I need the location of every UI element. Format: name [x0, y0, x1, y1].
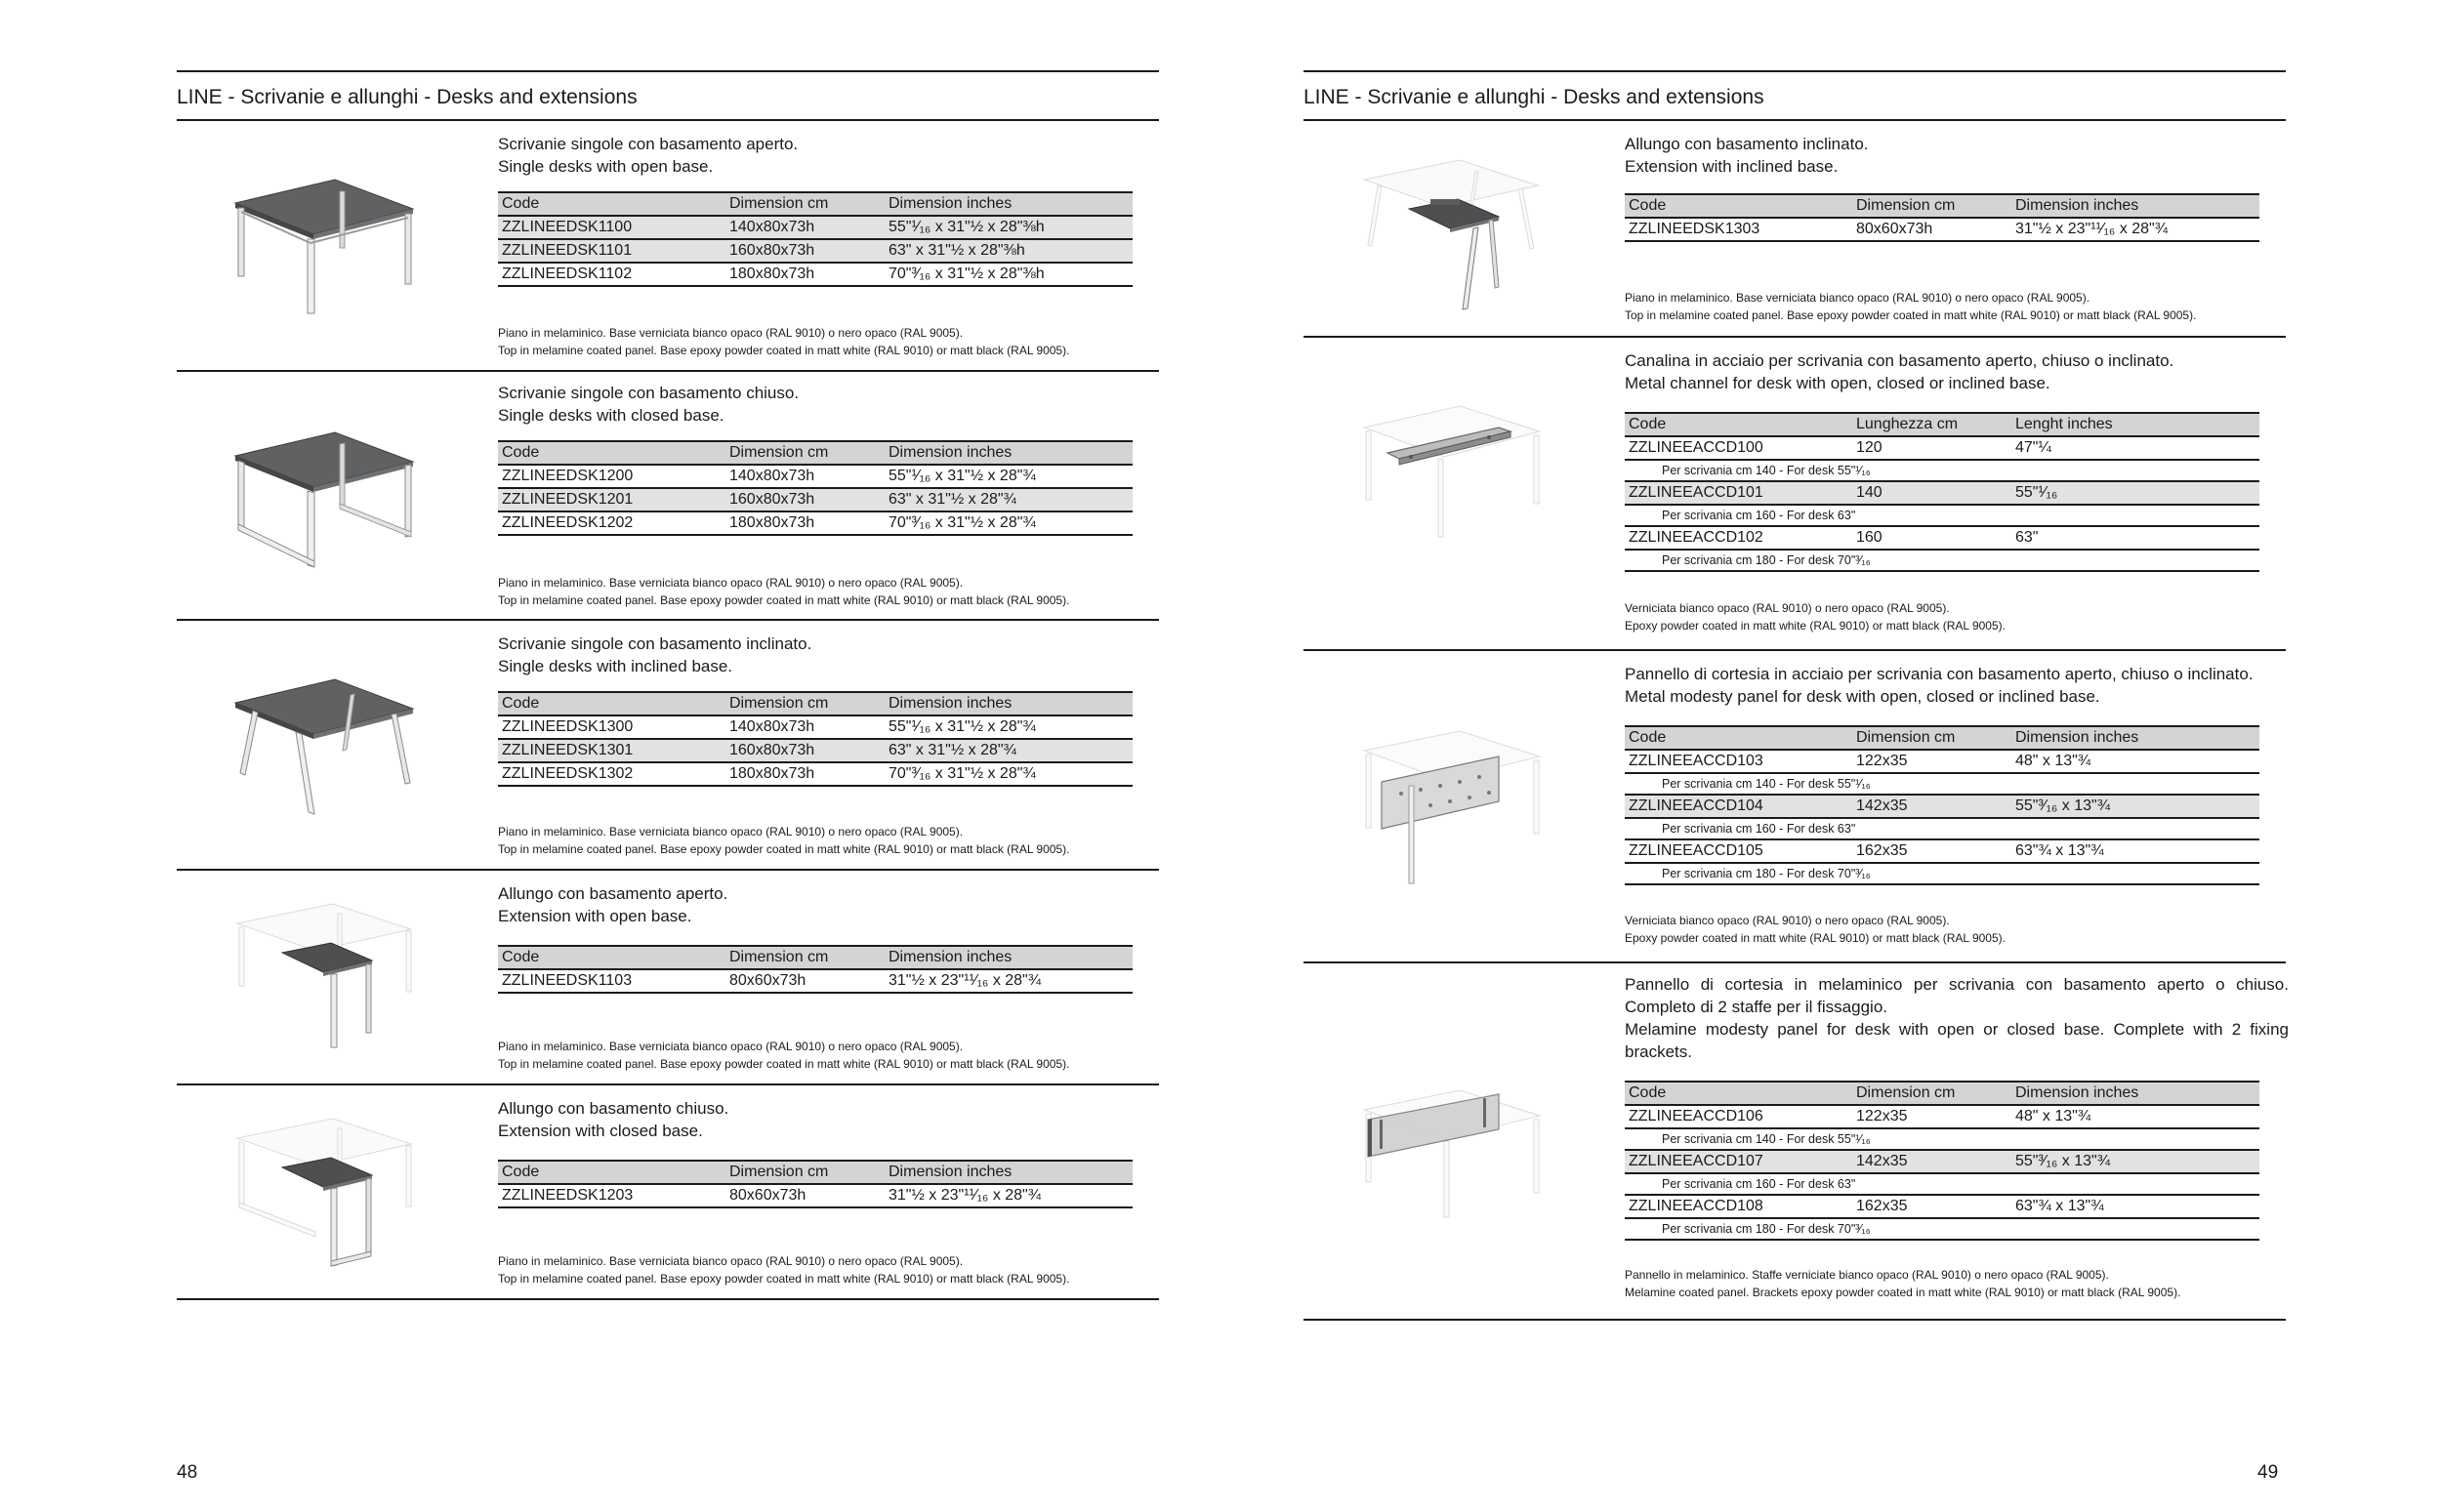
table-header-row	[1625, 1082, 2259, 1105]
column-header: Code	[498, 946, 725, 969]
extension-inclined-base-illustration	[1352, 150, 1548, 326]
dimension-cm: 140x80x73h	[725, 216, 885, 239]
table-row	[1625, 1105, 2259, 1128]
length-inches: 63"	[2011, 526, 2259, 550]
product-code: ZZLINEEDSK1300	[498, 715, 725, 739]
dimension-inches: 70"³⁄₁₆ x 31"½ x 28"⅜h	[885, 263, 1133, 286]
finish-notes	[1625, 912, 2308, 947]
dimension-inches: 70"³⁄₁₆ x 31"½ x 28"¾	[885, 511, 1133, 535]
finish-en: Top in melamine coated panel. Base epoxy powder coated in matt white (RAL 9010) or matt black (RAL 9005).	[1625, 308, 2197, 322]
section-content	[1625, 663, 2298, 885]
dimension-inches: 63" x 31"½ x 28"⅜h	[885, 239, 1133, 263]
description-it: Canalina in acciaio per scrivania con basamento aperto, chiuso o inclinato.	[1625, 351, 2174, 370]
product-section-inclined-desk	[177, 621, 1159, 871]
dimension-cm: 140x80x73h	[725, 715, 885, 739]
column-header: Dimension cm	[725, 441, 885, 465]
table-row	[1625, 750, 2259, 773]
description-en: Metal channel for desk with open, closed or inclined base.	[1625, 374, 2050, 392]
table-row	[498, 465, 1133, 488]
extension-closed-base-illustration	[226, 1109, 421, 1285]
table-row	[498, 969, 1133, 993]
description-en: Extension with open base.	[498, 907, 692, 925]
section-content	[498, 382, 1172, 536]
table-row	[1625, 526, 2259, 550]
description-it: Allungo con basamento aperto.	[498, 884, 728, 903]
finish-it: Piano in melaminico. Base verniciata bianco opaco (RAL 9010) o nero opaco (RAL 9005).	[498, 825, 964, 838]
table-row	[498, 511, 1133, 535]
length-inches: 55"¹⁄₁₆	[2011, 481, 2259, 505]
table-note-row	[1625, 863, 2259, 884]
desk-size-note: Per scrivania cm 160 - For desk 63"	[1625, 1173, 2259, 1195]
finish-it: Verniciata bianco opaco (RAL 9010) o nero opaco (RAL 9005).	[1625, 914, 1950, 927]
page-number: 48	[177, 1462, 198, 1483]
table-note-row	[1625, 505, 2259, 526]
column-header: Dimension cm	[725, 1161, 885, 1184]
product-table	[1625, 1081, 2259, 1241]
dimension-cm: 80x60x73h	[725, 1184, 885, 1207]
table-note-row	[1625, 818, 2259, 839]
product-code: ZZLINEEACCD105	[1625, 839, 1852, 863]
product-code: ZZLINEEDSK1203	[498, 1184, 725, 1207]
finish-notes	[498, 324, 1181, 359]
table-row	[498, 488, 1133, 511]
product-code: ZZLINEEACCD102	[1625, 526, 1852, 550]
finish-en: Top in melamine coated panel. Base epoxy powder coated in matt white (RAL 9010) or matt black (RAL 9005).	[498, 1057, 1070, 1071]
desk-size-note: Per scrivania cm 140 - For desk 55"¹⁄₁₆	[1625, 1128, 2259, 1150]
product-code: ZZLINEEACCD103	[1625, 750, 1852, 773]
finish-it: Piano in melaminico. Base verniciata bianco opaco (RAL 9010) o nero opaco (RAL 9005).	[498, 1040, 964, 1053]
desk-size-note: Per scrivania cm 180 - For desk 70"³⁄₁₆	[1625, 550, 2259, 571]
column-header: Dimension cm	[725, 946, 885, 969]
product-table	[1625, 193, 2259, 242]
product-section-extension-inclined	[1303, 121, 2286, 338]
finish-en: Top in melamine coated panel. Base epoxy powder coated in matt white (RAL 9010) or matt black (RAL 9005).	[498, 1272, 1070, 1286]
extension-open-base-illustration	[226, 894, 421, 1070]
product-code: ZZLINEEACCD106	[1625, 1105, 1852, 1128]
description-it: Pannello di cortesia in melaminico per scrivania con basamento aperto o chiuso. Completo di 2 staffe per il fissaggio.	[1625, 975, 2289, 1016]
metal-channel-illustration	[1352, 388, 1548, 564]
table-row	[1625, 795, 2259, 818]
column-header: Dimension inches	[885, 441, 1133, 465]
product-code: ZZLINEEACCD101	[1625, 481, 1852, 505]
finish-notes	[1625, 599, 2308, 634]
product-code: ZZLINEEDSK1103	[498, 969, 725, 993]
dimension-cm: 180x80x73h	[725, 762, 885, 786]
product-section-melamine-modesty-panel	[1303, 963, 2289, 1321]
table-note-row	[1625, 773, 2259, 795]
table-row	[1625, 436, 2259, 460]
finish-notes	[1625, 289, 2308, 324]
catalog-page-right	[1220, 0, 2441, 1512]
dimension-cm: 160x80x73h	[725, 239, 885, 263]
product-code: ZZLINEEDSK1202	[498, 511, 725, 535]
length-cm: 140	[1852, 481, 2011, 505]
finish-it: Piano in melaminico. Base verniciata bianco opaco (RAL 9010) o nero opaco (RAL 9005).	[498, 326, 964, 340]
product-section-extension-closed	[177, 1085, 1159, 1300]
product-table	[1625, 412, 2259, 572]
desk-inclined-base-illustration	[226, 660, 421, 836]
column-header: Code	[498, 441, 725, 465]
product-code: ZZLINEEDSK1102	[498, 263, 725, 286]
dimension-inches: 55"¹⁄₁₆ x 31"½ x 28"¾	[885, 715, 1133, 739]
finish-it: Piano in melaminico. Base verniciata bianco opaco (RAL 9010) o nero opaco (RAL 9005).	[498, 576, 964, 590]
column-header: Code	[1625, 413, 1852, 436]
finish-en: Top in melamine coated panel. Base epoxy powder coated in matt white (RAL 9010) or matt black (RAL 9005).	[498, 842, 1070, 856]
product-code: ZZLINEEACCD108	[1625, 1195, 1852, 1218]
finish-notes	[498, 823, 1181, 858]
description-it: Scrivanie singole con basamento aperto.	[498, 135, 799, 153]
dimension-inches: 55"³⁄₁₆ x 13"¾	[2011, 795, 2259, 818]
table-header-row	[498, 1161, 1133, 1184]
product-code: ZZLINEEACCD104	[1625, 795, 1852, 818]
finish-en: Top in melamine coated panel. Base epoxy powder coated in matt white (RAL 9010) or matt black (RAL 9005).	[498, 344, 1070, 357]
product-code: ZZLINEEDSK1302	[498, 762, 725, 786]
dimension-inches: 63" x 31"½ x 28"¾	[885, 488, 1133, 511]
column-header: Dimension cm	[725, 192, 885, 216]
dimension-cm: 180x80x73h	[725, 263, 885, 286]
product-section-metal-modesty-panel	[1303, 651, 2286, 963]
table-row	[498, 216, 1133, 239]
table-header-row	[498, 946, 1133, 969]
description-it: Scrivanie singole con basamento chiuso.	[498, 384, 800, 402]
table-row	[498, 263, 1133, 286]
page-header: LINE - Scrivanie e allunghi - Desks and extensions	[177, 70, 1159, 121]
desk-closed-base-illustration	[226, 413, 421, 589]
column-header: Dimension inches	[2011, 194, 2259, 218]
desk-size-note: Per scrivania cm 140 - For desk 55"¹⁄₁₆	[1625, 460, 2259, 481]
product-code: ZZLINEEACCD100	[1625, 436, 1852, 460]
dimension-cm: 162x35	[1852, 1195, 2011, 1218]
product-code: ZZLINEEDSK1303	[1625, 218, 1852, 241]
dimension-cm: 142x35	[1852, 795, 2011, 818]
product-code: ZZLINEEDSK1200	[498, 465, 725, 488]
table-note-row	[1625, 1218, 2259, 1240]
dimension-inches: 63"¾ x 13"¾	[2011, 839, 2259, 863]
description-en: Extension with closed base.	[498, 1122, 703, 1140]
description-en: Melamine modesty panel for desk with open or closed base. Complete with 2 fixing brackets.	[1625, 1020, 2289, 1061]
table-note-row	[1625, 1173, 2259, 1195]
page-number: 49	[2257, 1462, 2279, 1483]
metal-modesty-panel-illustration	[1352, 721, 1548, 897]
column-header: Code	[498, 192, 725, 216]
table-row	[498, 739, 1133, 762]
section-content	[498, 633, 1172, 787]
product-table	[1625, 725, 2259, 885]
product-table	[498, 191, 1133, 287]
table-row	[1625, 481, 2259, 505]
finish-it: Piano in melaminico. Base verniciata bianco opaco (RAL 9010) o nero opaco (RAL 9005).	[1625, 291, 2090, 305]
column-header: Code	[1625, 1082, 1852, 1105]
description-it: Pannello di cortesia in acciaio per scrivania con basamento aperto, chiuso o inclinato.	[1625, 665, 2254, 683]
desk-size-note: Per scrivania cm 160 - For desk 63"	[1625, 818, 2259, 839]
finish-en: Epoxy powder coated in matt white (RAL 9010) or matt black (RAL 9005).	[1625, 931, 2006, 945]
dimension-cm: 122x35	[1852, 1105, 2011, 1128]
page-header: LINE - Scrivanie e allunghi - Desks and extensions	[1303, 70, 2286, 121]
desk-open-base-illustration	[226, 160, 421, 336]
dimension-cm: 142x35	[1852, 1150, 2011, 1173]
description-en: Single desks with open base.	[498, 157, 714, 176]
finish-it: Piano in melaminico. Base verniciata bianco opaco (RAL 9010) o nero opaco (RAL 9005).	[498, 1254, 964, 1268]
product-code: ZZLINEEDSK1101	[498, 239, 725, 263]
column-header: Dimension cm	[1852, 194, 2011, 218]
description-en: Single desks with closed base.	[498, 406, 724, 425]
section-content	[1625, 133, 2298, 242]
section-content	[1625, 973, 2289, 1241]
dimension-cm: 140x80x73h	[725, 465, 885, 488]
section-content	[1625, 349, 2298, 572]
column-header: Dimension cm	[725, 692, 885, 715]
column-header: Code	[1625, 194, 1852, 218]
length-inches: 47"¼	[2011, 436, 2259, 460]
table-note-row	[1625, 550, 2259, 571]
description-it: Scrivanie singole con basamento inclinato.	[498, 634, 812, 653]
dimension-cm: 80x60x73h	[725, 969, 885, 993]
melamine-modesty-panel-illustration	[1352, 1081, 1548, 1256]
product-section-metal-channel	[1303, 338, 2286, 651]
dimension-inches: 63" x 31"½ x 28"¾	[885, 739, 1133, 762]
product-table	[498, 440, 1133, 536]
column-header: Dimension cm	[1852, 726, 2011, 750]
table-header-row	[1625, 726, 2259, 750]
desk-size-note: Per scrivania cm 140 - For desk 55"¹⁄₁₆	[1625, 773, 2259, 795]
finish-en: Epoxy powder coated in matt white (RAL 9010) or matt black (RAL 9005).	[1625, 619, 2006, 633]
section-content	[498, 882, 1172, 994]
description-en: Extension with inclined base.	[1625, 157, 1839, 176]
table-header-row	[1625, 413, 2259, 436]
desk-size-note: Per scrivania cm 180 - For desk 70"³⁄₁₆	[1625, 1218, 2259, 1240]
finish-notes	[498, 1038, 1181, 1073]
table-row	[1625, 218, 2259, 241]
column-header: Dimension inches	[885, 192, 1133, 216]
catalog-page-left	[0, 0, 1220, 1512]
dimension-inches: 31"½ x 23"¹¹⁄₁₆ x 28"¾	[885, 1184, 1133, 1207]
table-header-row	[498, 441, 1133, 465]
product-table	[498, 1160, 1133, 1208]
dimension-cm: 80x60x73h	[1852, 218, 2011, 241]
product-code: ZZLINEEDSK1100	[498, 216, 725, 239]
table-row	[498, 239, 1133, 263]
table-header-row	[498, 692, 1133, 715]
column-header: Code	[498, 1161, 725, 1184]
column-header: Dimension inches	[2011, 1082, 2259, 1105]
dimension-inches: 55"³⁄₁₆ x 13"¾	[2011, 1150, 2259, 1173]
product-section-extension-open	[177, 871, 1159, 1085]
finish-en: Melamine coated panel. Brackets epoxy powder coated in matt white (RAL 9010) or matt black (RAL 9005).	[1625, 1286, 2181, 1299]
finish-notes	[1625, 1266, 2308, 1301]
desk-size-note: Per scrivania cm 180 - For desk 70"³⁄₁₆	[1625, 863, 2259, 884]
dimension-inches: 70"³⁄₁₆ x 31"½ x 28"¾	[885, 762, 1133, 786]
description-it: Allungo con basamento chiuso.	[498, 1099, 729, 1118]
finish-it: Pannello in melaminico. Staffe verniciate bianco opaco (RAL 9010) o nero opaco (RAL 9005).	[1625, 1268, 2109, 1282]
product-table	[498, 945, 1133, 994]
table-row	[498, 762, 1133, 786]
column-header: Code	[498, 692, 725, 715]
column-header: Code	[1625, 726, 1852, 750]
product-code: ZZLINEEDSK1301	[498, 739, 725, 762]
dimension-inches: 63"¾ x 13"¾	[2011, 1195, 2259, 1218]
length-cm: 120	[1852, 436, 2011, 460]
table-row	[498, 1184, 1133, 1207]
dimension-cm: 160x80x73h	[725, 739, 885, 762]
table-row	[1625, 1195, 2259, 1218]
product-code: ZZLINEEACCD107	[1625, 1150, 1852, 1173]
table-row	[498, 715, 1133, 739]
section-content	[498, 133, 1172, 287]
product-section-closed-desk	[177, 372, 1159, 621]
dimension-inches: 48" x 13"¾	[2011, 1105, 2259, 1128]
column-header: Lunghezza cm	[1852, 413, 2011, 436]
finish-en: Top in melamine coated panel. Base epoxy powder coated in matt white (RAL 9010) or matt black (RAL 9005).	[498, 593, 1070, 607]
finish-notes	[498, 1252, 1181, 1287]
dimension-cm: 122x35	[1852, 750, 2011, 773]
dimension-inches: 55"¹⁄₁₆ x 31"½ x 28"⅜h	[885, 216, 1133, 239]
dimension-inches: 48" x 13"¾	[2011, 750, 2259, 773]
finish-it: Verniciata bianco opaco (RAL 9010) o nero opaco (RAL 9005).	[1625, 601, 1950, 615]
dimension-inches: 55"¹⁄₁₆ x 31"½ x 28"¾	[885, 465, 1133, 488]
finish-notes	[498, 574, 1181, 609]
column-header: Dimension inches	[2011, 726, 2259, 750]
dimension-inches: 31"½ x 23"¹¹⁄₁₆ x 28"¾	[885, 969, 1133, 993]
dimension-cm: 162x35	[1852, 839, 2011, 863]
column-header: Dimension cm	[1852, 1082, 2011, 1105]
description-en: Single desks with inclined base.	[498, 657, 733, 675]
dimension-inches: 31"½ x 23"¹¹⁄₁₆ x 28"¾	[2011, 218, 2259, 241]
length-cm: 160	[1852, 526, 2011, 550]
column-header: Dimension inches	[885, 692, 1133, 715]
table-row	[1625, 839, 2259, 863]
product-section-open-desk	[177, 121, 1159, 372]
product-table	[498, 691, 1133, 787]
description-en: Metal modesty panel for desk with open, closed or inclined base.	[1625, 687, 2100, 706]
dimension-cm: 160x80x73h	[725, 488, 885, 511]
table-note-row	[1625, 1128, 2259, 1150]
product-code: ZZLINEEDSK1201	[498, 488, 725, 511]
column-header: Lenght inches	[2011, 413, 2259, 436]
section-content	[498, 1097, 1172, 1208]
column-header: Dimension inches	[885, 1161, 1133, 1184]
table-header-row	[498, 192, 1133, 216]
table-row	[1625, 1150, 2259, 1173]
dimension-cm: 180x80x73h	[725, 511, 885, 535]
column-header: Dimension inches	[885, 946, 1133, 969]
desk-size-note: Per scrivania cm 160 - For desk 63"	[1625, 505, 2259, 526]
description-it: Allungo con basamento inclinato.	[1625, 135, 1869, 153]
table-note-row	[1625, 460, 2259, 481]
table-header-row	[1625, 194, 2259, 218]
